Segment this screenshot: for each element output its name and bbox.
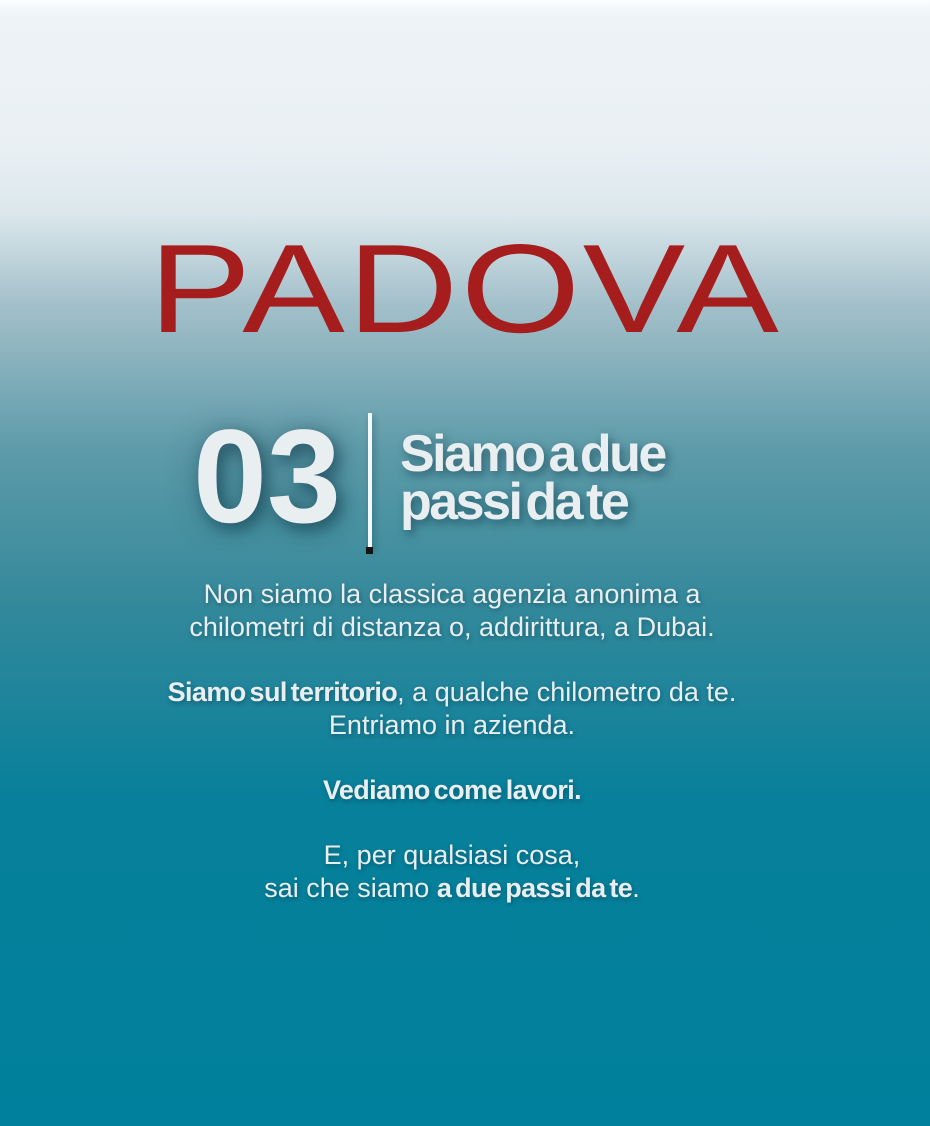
section-title-line1: Siamo a due bbox=[400, 425, 665, 483]
paragraph-1 bbox=[0, 578, 917, 644]
paragraph-2-rest: , a qualche chilometro da te. bbox=[397, 677, 737, 707]
section-title-line2: passi da te bbox=[400, 473, 628, 531]
paragraph-4-line2-post: . bbox=[632, 873, 640, 903]
divider-tip bbox=[366, 547, 373, 554]
paragraph-4 bbox=[0, 839, 917, 905]
paragraph-4-line2-pre: sai che siamo bbox=[264, 873, 437, 903]
paragraph-2 bbox=[0, 676, 917, 742]
paragraph-3 bbox=[0, 774, 917, 807]
section-title bbox=[400, 425, 665, 531]
section-number: 03 bbox=[193, 403, 341, 551]
paragraph-4-line2-bold: a due passi da te bbox=[436, 873, 633, 903]
city-title: PADOVA bbox=[148, 218, 782, 359]
paragraph-4-line1: E, per qualsiasi cosa, bbox=[323, 840, 581, 870]
paragraph-2-line2: Entriamo in azienda. bbox=[328, 710, 576, 740]
vertical-divider bbox=[368, 413, 372, 549]
paragraph-1-line1: Non siamo la classica agenzia anonima a bbox=[203, 579, 701, 609]
body-copy bbox=[0, 578, 917, 905]
paragraph-1-line2: chilometri di distanza o, addirittura, a Dubai. bbox=[189, 612, 715, 642]
paragraph-3-bold: Vediamo come lavori. bbox=[322, 775, 582, 805]
paragraph-2-bold: Siamo sul territorio bbox=[167, 677, 398, 707]
